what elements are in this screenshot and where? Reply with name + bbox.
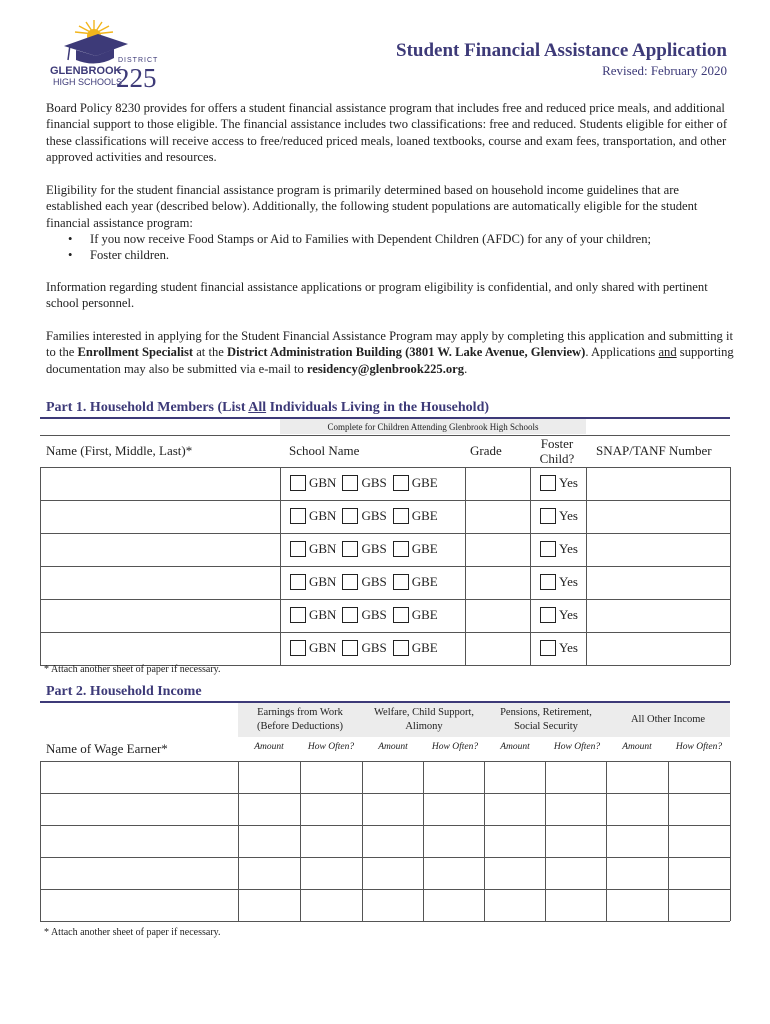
checkbox[interactable] [393, 640, 409, 656]
checkbox-label: GBN [309, 574, 337, 589]
name-field[interactable] [41, 468, 279, 499]
snap-tanf-field[interactable] [587, 468, 729, 499]
school-option-gbn[interactable] [290, 508, 336, 524]
school-option-gbn[interactable] [290, 541, 336, 557]
foster-checkbox[interactable] [540, 599, 578, 631]
grade-field[interactable] [466, 633, 529, 664]
income-field[interactable] [546, 762, 606, 793]
income-field[interactable] [301, 762, 362, 793]
checkbox-label: GBE [411, 475, 438, 490]
income-field[interactable] [424, 794, 484, 825]
part2-title: Part 2. Household Income [46, 684, 202, 699]
income-field[interactable] [363, 762, 423, 793]
foster-checkbox[interactable] [540, 500, 578, 532]
logo-district-word: DISTRICT [118, 57, 158, 64]
income-field[interactable] [485, 826, 545, 857]
grade-field[interactable] [466, 468, 529, 499]
amount-subheader: Amount [378, 742, 408, 752]
income-field[interactable] [607, 890, 668, 921]
checkbox-label: GBN [309, 607, 337, 622]
col-snap-header: SNAP/TANF Number [596, 443, 712, 458]
how-often-subheader: How Often? [307, 742, 355, 752]
page-title: Student Financial Assistance Application [396, 40, 727, 61]
income-field[interactable] [363, 826, 423, 857]
income-field[interactable] [607, 794, 668, 825]
grade-field[interactable] [466, 600, 529, 631]
school-option-gbs[interactable] [342, 541, 386, 557]
intro-paragraph-3: Information regarding student financial assistance applications or program eligibility is confidential, and only shared with pertinent school personnel. [46, 280, 708, 311]
checkbox[interactable] [393, 508, 409, 524]
income-field[interactable] [424, 858, 484, 889]
checkbox-label: GBE [411, 640, 438, 655]
checkbox[interactable] [290, 541, 306, 557]
checkbox-label: GBE [411, 574, 438, 589]
school-option-gbs[interactable] [342, 475, 386, 491]
logo-school-line1: GLENBROOK [50, 65, 122, 77]
logo-school-line2: HIGH SCHOOLS [53, 77, 123, 87]
how-often-subheader: How Often? [553, 742, 601, 752]
income-field[interactable] [669, 858, 730, 889]
checkbox[interactable] [342, 475, 358, 491]
income-field[interactable] [363, 858, 423, 889]
income-group-header: Pensions, Retirement, Social Security [500, 707, 592, 732]
income-field[interactable] [546, 858, 606, 889]
income-field[interactable] [301, 858, 362, 889]
school-checkbox-group [290, 566, 444, 598]
logo-district-number: 225 [116, 63, 157, 93]
col-foster-header: Foster Child? [539, 436, 575, 466]
checkbox[interactable] [540, 640, 556, 656]
school-option-gbe[interactable] [393, 541, 438, 557]
school-option-gbn[interactable] [290, 640, 336, 656]
school-option-gbn[interactable] [290, 574, 336, 590]
checkbox-label: GBN [309, 541, 337, 556]
income-group-header: All Other Income [630, 714, 706, 725]
checkbox[interactable] [393, 607, 409, 623]
checkbox-label: GBE [411, 541, 438, 556]
how-often-subheader: How Often? [431, 742, 479, 752]
school-option-gbs[interactable] [342, 607, 386, 623]
snap-tanf-field[interactable] [587, 567, 729, 598]
wage-earner-field[interactable] [41, 890, 238, 921]
checkbox[interactable] [342, 541, 358, 557]
checkbox[interactable] [393, 475, 409, 491]
checkbox-label: GBS [361, 541, 387, 556]
checkbox[interactable] [290, 574, 306, 590]
eligibility-list [46, 231, 726, 264]
checkbox[interactable] [540, 475, 556, 491]
income-field[interactable] [669, 762, 730, 793]
income-field[interactable] [301, 826, 362, 857]
school-checkbox-group [290, 632, 444, 664]
wage-earner-field[interactable] [41, 826, 238, 857]
income-field[interactable] [669, 890, 730, 921]
school-checkbox-group [290, 533, 444, 565]
grade-field[interactable] [466, 567, 529, 598]
intro-paragraph-1: Board Policy 8230 provides for offers a student financial assistance program that includes free and reduced price meals, and additional financial support to those eligible. The financial assistance includes two classifications: free and reduced. Students eligible for either of these classifications will receive access to free/reduced priced meals, loaned textbooks, course and exam fees, transportation, and other approved activities and resources. [46, 101, 728, 164]
school-option-gbs[interactable] [342, 574, 386, 590]
checkbox[interactable] [290, 607, 306, 623]
income-group-header: Welfare, Child Support, Alimony [373, 707, 475, 732]
name-field[interactable] [41, 567, 279, 598]
amount-subheader: Amount [254, 742, 284, 752]
checkbox-label: Yes [559, 541, 578, 556]
checkbox-label: Yes [559, 607, 578, 622]
grade-field[interactable] [466, 534, 529, 565]
checkbox-label: GBN [309, 475, 337, 490]
income-field[interactable] [607, 858, 668, 889]
foster-checkbox[interactable] [540, 566, 578, 598]
income-field[interactable] [363, 794, 423, 825]
checkbox-label: GBS [361, 640, 387, 655]
income-field[interactable] [485, 762, 545, 793]
snap-tanf-field[interactable] [587, 501, 729, 532]
income-field[interactable] [424, 762, 484, 793]
checkbox[interactable] [290, 475, 306, 491]
income-field[interactable] [239, 858, 300, 889]
col-name-header: Name (First, Middle, Last)* [46, 443, 193, 458]
checkbox-label: Yes [559, 508, 578, 523]
income-field[interactable] [546, 826, 606, 857]
school-checkbox-group [290, 467, 444, 499]
income-field[interactable] [607, 762, 668, 793]
how-often-subheader: How Often? [675, 742, 723, 752]
school-option-gbe[interactable] [393, 508, 438, 524]
checkbox-label: GBE [411, 607, 438, 622]
intro-paragraph-4: Families interested in applying for the Student Financial Assistance Program may apply by completing this application and submitting it to the Enrollment Specialist at the District Administration Building (3801 W. Lake Avenue, Glenview). Applications and supporting documentation may also be submitted via e-mail to residency@glenbrook225.org. [46, 329, 734, 376]
checkbox-label: GBS [361, 475, 387, 490]
income-field[interactable] [301, 890, 362, 921]
grade-field[interactable] [466, 501, 529, 532]
intro-paragraph-2: Eligibility for the student financial assistance program is primarily determined based on household income guidelines that are established each year (described below). Additionally, the following student populations are automatically eligible for the student financial assistance program: [46, 183, 698, 230]
income-group-header: Earnings from Work (Before Deductions) [256, 707, 343, 732]
school-checkbox-group [290, 500, 444, 532]
school-option-gbe[interactable] [393, 475, 438, 491]
checkbox-label: Yes [559, 640, 578, 655]
school-option-gbe[interactable] [393, 640, 438, 656]
school-option-gbe[interactable] [393, 574, 438, 590]
name-field[interactable] [41, 534, 279, 565]
checkbox[interactable] [540, 541, 556, 557]
wage-earner-field[interactable] [41, 794, 238, 825]
amount-subheader: Amount [622, 742, 652, 752]
foster-checkbox[interactable] [540, 467, 578, 499]
school-checkbox-group [290, 599, 444, 631]
checkbox-label: GBE [411, 508, 438, 523]
income-field[interactable] [546, 794, 606, 825]
income-field[interactable] [239, 826, 300, 857]
income-field[interactable] [239, 794, 300, 825]
foster-checkbox[interactable] [540, 632, 578, 664]
school-option-gbe[interactable] [393, 607, 438, 623]
list-item: • If you now receive Food Stamps or Aid to Families with Dependent Children (AFDC) for any of your children; [68, 232, 652, 246]
checkbox-label: Yes [559, 475, 578, 490]
snap-tanf-field[interactable] [587, 534, 729, 565]
name-field[interactable] [41, 600, 279, 631]
checkbox[interactable] [290, 640, 306, 656]
revised-date: Revised: February 2020 [602, 63, 727, 78]
name-field[interactable] [41, 501, 279, 532]
income-field[interactable] [239, 762, 300, 793]
income-field[interactable] [485, 794, 545, 825]
amount-subheader: Amount [500, 742, 530, 752]
school-option-gbs[interactable] [342, 640, 386, 656]
part1-title: Part 1. Household Members (List All Individuals Living in the Household) [46, 400, 490, 415]
snap-tanf-field[interactable] [587, 633, 729, 664]
checkbox[interactable] [342, 607, 358, 623]
part2-note: * Attach another sheet of paper if necessary. [44, 927, 221, 938]
district-logo [46, 20, 158, 94]
income-field[interactable] [424, 890, 484, 921]
checkbox[interactable] [342, 640, 358, 656]
checkbox-label: GBN [309, 640, 337, 655]
income-field[interactable] [669, 794, 730, 825]
checkbox-label: GBN [309, 508, 337, 523]
checkbox[interactable] [342, 574, 358, 590]
checkbox[interactable] [290, 508, 306, 524]
school-option-gbn[interactable] [290, 475, 336, 491]
income-field[interactable] [363, 890, 423, 921]
foster-checkbox[interactable] [540, 533, 578, 565]
school-option-gbs[interactable] [342, 508, 386, 524]
checkbox[interactable] [540, 508, 556, 524]
income-field[interactable] [485, 858, 545, 889]
email-link[interactable]: residency@glenbrook225.org [306, 361, 465, 376]
checkbox-label: Yes [559, 574, 578, 589]
part1-note: * Attach another sheet of paper if necessary. [44, 664, 221, 675]
snap-tanf-field[interactable] [587, 600, 729, 631]
income-field[interactable] [301, 794, 362, 825]
checkbox-label: GBS [361, 574, 387, 589]
income-field[interactable] [485, 890, 545, 921]
part1-subheader: Complete for Children Attending Glenbrook High Schools [327, 422, 539, 432]
wage-earner-field[interactable] [41, 762, 238, 793]
income-field[interactable] [424, 826, 484, 857]
income-field[interactable] [607, 826, 668, 857]
checkbox-label: GBS [361, 607, 387, 622]
col-school-header: School Name [289, 443, 360, 458]
checkbox[interactable] [342, 508, 358, 524]
wage-earner-field[interactable] [41, 858, 238, 889]
school-option-gbn[interactable] [290, 607, 336, 623]
checkbox[interactable] [540, 607, 556, 623]
graduation-cap-logo-icon [46, 20, 158, 94]
checkbox[interactable] [393, 541, 409, 557]
income-field[interactable] [546, 890, 606, 921]
col-wage-earner-header: Name of Wage Earner* [46, 741, 168, 756]
checkbox-label: GBS [361, 508, 387, 523]
checkbox[interactable] [393, 574, 409, 590]
income-field[interactable] [239, 890, 300, 921]
list-item: • Foster children. [68, 248, 170, 263]
income-field[interactable] [669, 826, 730, 857]
name-field[interactable] [41, 633, 279, 664]
checkbox[interactable] [540, 574, 556, 590]
col-grade-header: Grade [470, 443, 502, 458]
